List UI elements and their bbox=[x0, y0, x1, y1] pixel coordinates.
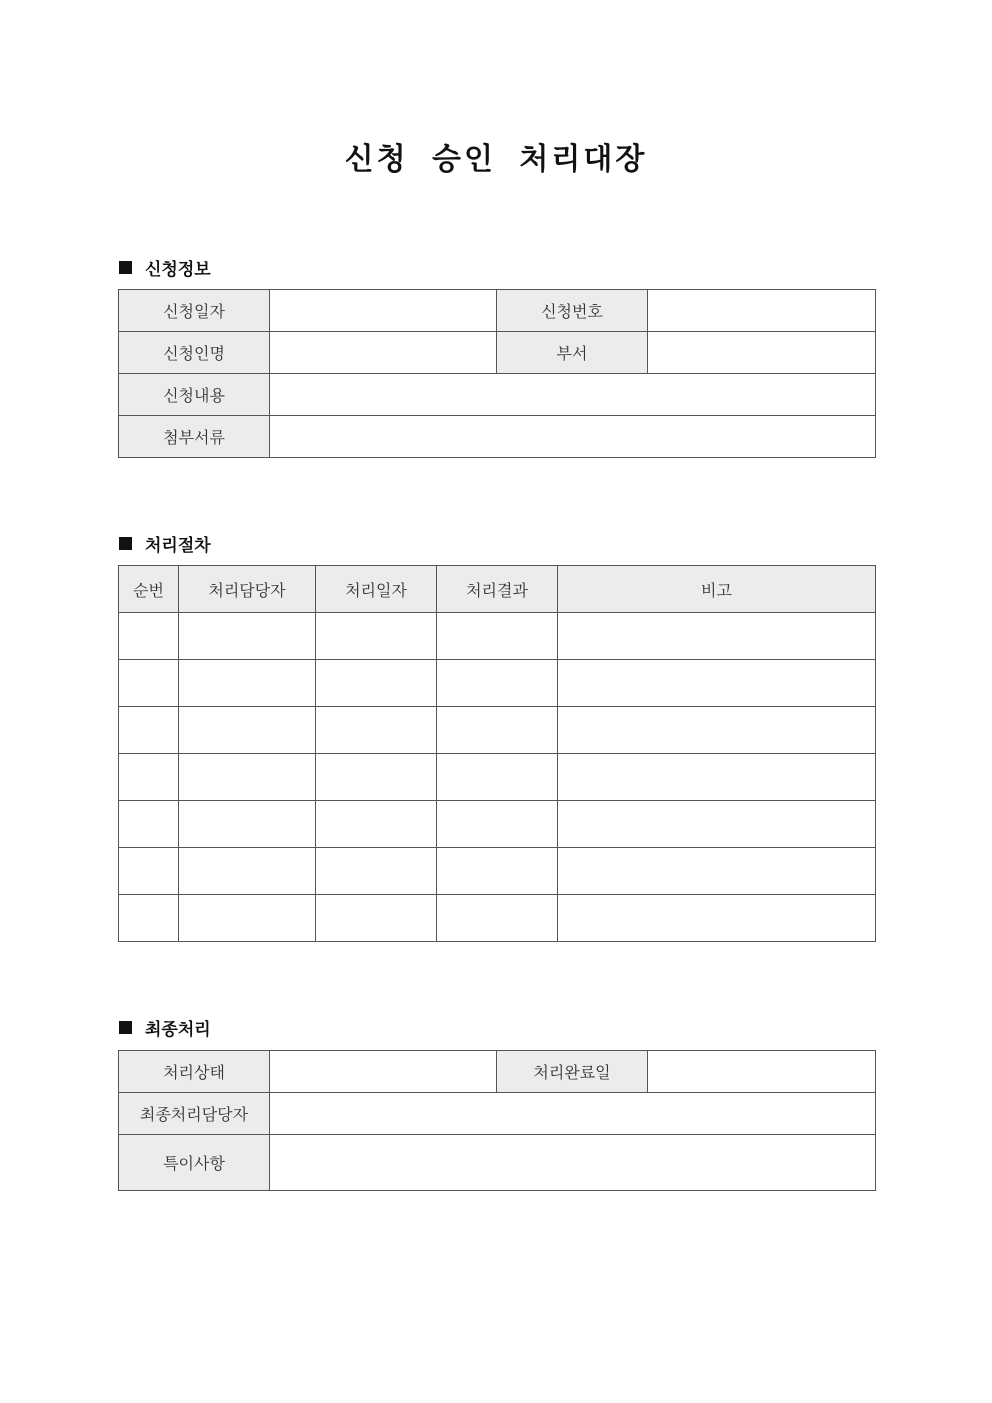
application-number-field[interactable] bbox=[648, 290, 876, 332]
table-cell[interactable] bbox=[437, 801, 558, 848]
table-row bbox=[119, 660, 876, 707]
table-cell[interactable] bbox=[119, 895, 179, 942]
table-cell[interactable] bbox=[437, 754, 558, 801]
table-cell[interactable] bbox=[437, 848, 558, 895]
label-application-number: 신청번호 bbox=[497, 290, 648, 332]
column-header-officer: 처리담당자 bbox=[179, 566, 316, 613]
table-cell[interactable] bbox=[316, 848, 437, 895]
processing-status-field[interactable] bbox=[270, 1051, 497, 1093]
label-applicant-name: 신청인명 bbox=[119, 332, 270, 374]
column-header-result: 처리결과 bbox=[437, 566, 558, 613]
label-department: 부서 bbox=[497, 332, 648, 374]
table-cell[interactable] bbox=[558, 707, 876, 754]
label-application-date: 신청일자 bbox=[119, 290, 270, 332]
label-final-officer: 최종처리담당자 bbox=[119, 1093, 270, 1135]
table-cell[interactable] bbox=[558, 754, 876, 801]
table-cell[interactable] bbox=[179, 660, 316, 707]
table-cell[interactable] bbox=[179, 707, 316, 754]
table-cell[interactable] bbox=[558, 801, 876, 848]
application-date-field[interactable] bbox=[270, 290, 497, 332]
table-cell[interactable] bbox=[316, 707, 437, 754]
department-field[interactable] bbox=[648, 332, 876, 374]
table-cell[interactable] bbox=[437, 895, 558, 942]
table-cell[interactable] bbox=[179, 754, 316, 801]
table-cell[interactable] bbox=[179, 613, 316, 660]
table-cell[interactable] bbox=[119, 613, 179, 660]
square-bullet-icon bbox=[119, 537, 132, 550]
table-cell[interactable] bbox=[316, 895, 437, 942]
table-row bbox=[119, 895, 876, 942]
table-cell[interactable] bbox=[179, 801, 316, 848]
label-application-content: 신청내용 bbox=[119, 374, 270, 416]
attachments-field[interactable] bbox=[270, 416, 876, 458]
table-cell[interactable] bbox=[437, 660, 558, 707]
table-cell[interactable] bbox=[316, 613, 437, 660]
table-row bbox=[119, 848, 876, 895]
label-attachments: 첨부서류 bbox=[119, 416, 270, 458]
procedure-table bbox=[118, 565, 876, 942]
label-processing-status: 처리상태 bbox=[119, 1051, 270, 1093]
label-completion-date: 처리완료일 bbox=[497, 1051, 648, 1093]
label-special-notes: 특이사항 bbox=[119, 1135, 270, 1191]
application-content-field[interactable] bbox=[270, 374, 876, 416]
table-cell[interactable] bbox=[437, 613, 558, 660]
square-bullet-icon bbox=[119, 1021, 132, 1034]
table-row bbox=[119, 801, 876, 848]
completion-date-field[interactable] bbox=[648, 1051, 876, 1093]
section-heading-label: 처리절차 bbox=[145, 536, 211, 556]
table-cell[interactable] bbox=[119, 707, 179, 754]
square-bullet-icon bbox=[119, 261, 132, 274]
table-cell[interactable] bbox=[316, 754, 437, 801]
table-cell[interactable] bbox=[119, 801, 179, 848]
applicant-name-field[interactable] bbox=[270, 332, 497, 374]
table-cell[interactable] bbox=[179, 848, 316, 895]
table-cell[interactable] bbox=[558, 613, 876, 660]
section-heading-label: 신청정보 bbox=[145, 260, 211, 280]
section-heading-label: 최종처리 bbox=[145, 1020, 211, 1040]
table-cell[interactable] bbox=[179, 895, 316, 942]
table-cell[interactable] bbox=[558, 848, 876, 895]
application-info-table bbox=[118, 289, 876, 458]
table-cell[interactable] bbox=[558, 895, 876, 942]
column-header-remarks: 비고 bbox=[558, 566, 876, 613]
table-cell[interactable] bbox=[558, 660, 876, 707]
column-header-seq: 순번 bbox=[119, 566, 179, 613]
final-officer-field[interactable] bbox=[270, 1093, 876, 1135]
column-header-date: 처리일자 bbox=[316, 566, 437, 613]
table-row bbox=[119, 707, 876, 754]
section-heading-final-processing bbox=[119, 1015, 211, 1040]
table-cell[interactable] bbox=[119, 660, 179, 707]
table-cell[interactable] bbox=[437, 707, 558, 754]
table-row bbox=[119, 613, 876, 660]
section-heading-procedure bbox=[119, 531, 211, 556]
table-cell[interactable] bbox=[119, 848, 179, 895]
table-cell[interactable] bbox=[119, 754, 179, 801]
page-title: 신청 승인 처리대장 bbox=[344, 142, 648, 177]
table-cell[interactable] bbox=[316, 801, 437, 848]
special-notes-field[interactable] bbox=[270, 1135, 876, 1191]
table-row bbox=[119, 754, 876, 801]
final-processing-table bbox=[118, 1050, 876, 1191]
table-cell[interactable] bbox=[316, 660, 437, 707]
section-heading-application-info bbox=[119, 255, 211, 280]
